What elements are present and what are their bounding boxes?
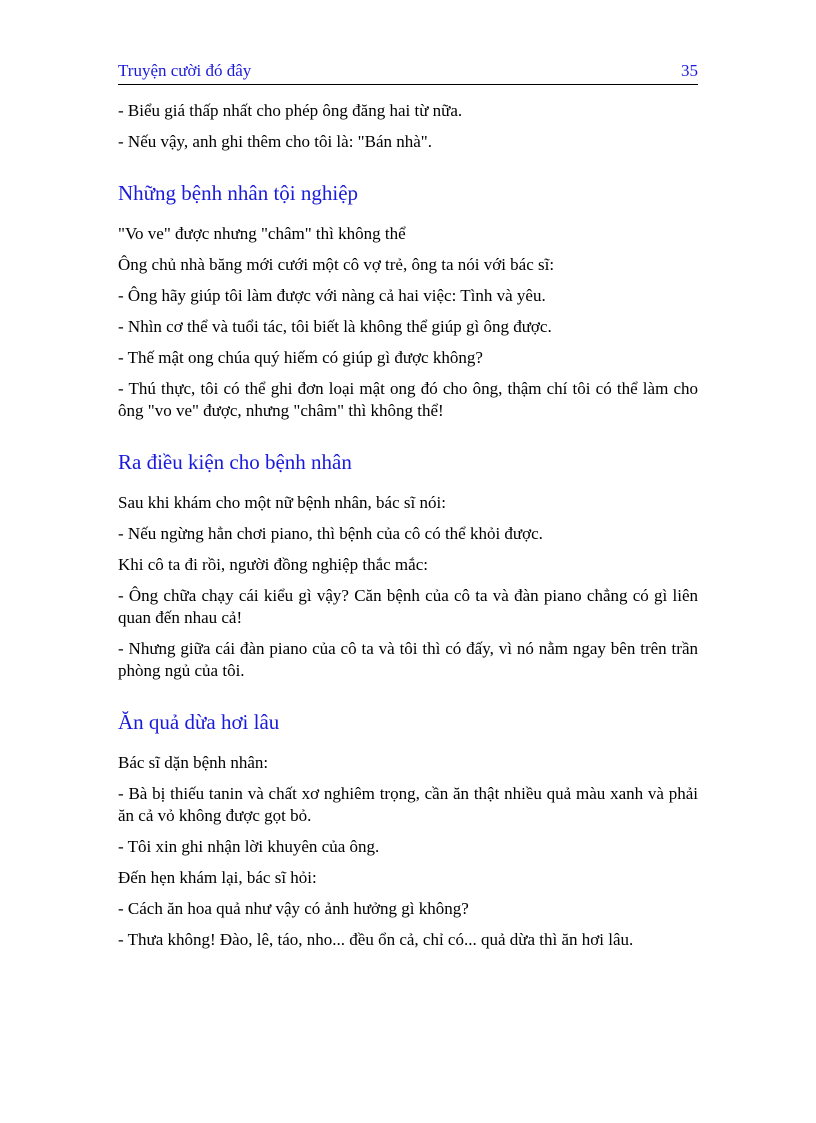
paragraph: - Nhưng giữa cái đàn piano của cô ta và tôi thì có đấy, vì nó nằm ngay bên trên trần phòng ngủ của tôi. <box>118 639 698 680</box>
page-number: 35 <box>681 61 698 80</box>
page-content <box>118 100 698 960</box>
paragraph: - Nếu vậy, anh ghi thêm cho tôi là: "Bán nhà". <box>118 132 432 151</box>
page-header <box>118 60 698 85</box>
paragraph: - Biểu giá thấp nhất cho phép ông đăng hai từ nữa. <box>118 101 463 120</box>
paragraph: - Nhìn cơ thể và tuổi tác, tôi biết là không thể giúp gì ông được. <box>118 317 552 336</box>
paragraph: - Thế mật ong chúa quý hiếm có giúp gì được không? <box>118 348 483 367</box>
paragraph: "Vo ve" được nhưng "châm" thì không thể <box>118 224 406 243</box>
paragraph: Sau khi khám cho một nữ bệnh nhân, bác sĩ nói: <box>118 493 446 512</box>
paragraph: - Nếu ngừng hẳn chơi piano, thì bệnh của cô có thể khỏi được. <box>118 524 543 543</box>
running-title: Truyện cười đó đây <box>118 61 252 80</box>
paragraph: Ông chủ nhà băng mới cưới một cô vợ trẻ, ông ta nói với bác sĩ: <box>118 255 555 274</box>
paragraph: Khi cô ta đi rồi, người đồng nghiệp thắc mắc: <box>118 555 428 574</box>
paragraph: - Thú thực, tôi có thể ghi đơn loại mật ong đó cho ông, thậm chí tôi có thể làm cho ông "vo ve" được, nhưng "châm" thì không thể! <box>118 379 698 420</box>
paragraph: - Bà bị thiếu tanin và chất xơ nghiêm trọng, cần ăn thật nhiều quả màu xanh và phải ăn cả vỏ không được gọt bỏ. <box>118 784 698 825</box>
paragraph: - Ông chữa chạy cái kiểu gì vậy? Căn bệnh của cô ta và đàn piano chẳng có gì liên quan đến nhau cả! <box>118 586 698 627</box>
paragraph: Bác sĩ dặn bệnh nhân: <box>118 753 269 772</box>
paragraph: Đến hẹn khám lại, bác sĩ hỏi: <box>118 868 317 887</box>
paragraph: - Tôi xin ghi nhận lời khuyên của ông. <box>118 837 380 856</box>
paragraph: - Thưa không! Đào, lê, táo, nho... đều ổn cả, chỉ có... quả dừa thì ăn hơi lâu. <box>118 930 634 949</box>
section-heading: Ra điều kiện cho bệnh nhân <box>118 450 352 474</box>
section-heading: Những bệnh nhân tội nghiệp <box>118 181 359 205</box>
paragraph: - Cách ăn hoa quả như vậy có ảnh hưởng gì không? <box>118 899 469 918</box>
section-heading: Ăn quả dừa hơi lâu <box>118 710 280 734</box>
paragraph: - Ông hãy giúp tôi làm được với nàng cả hai việc: Tình và yêu. <box>118 286 546 305</box>
